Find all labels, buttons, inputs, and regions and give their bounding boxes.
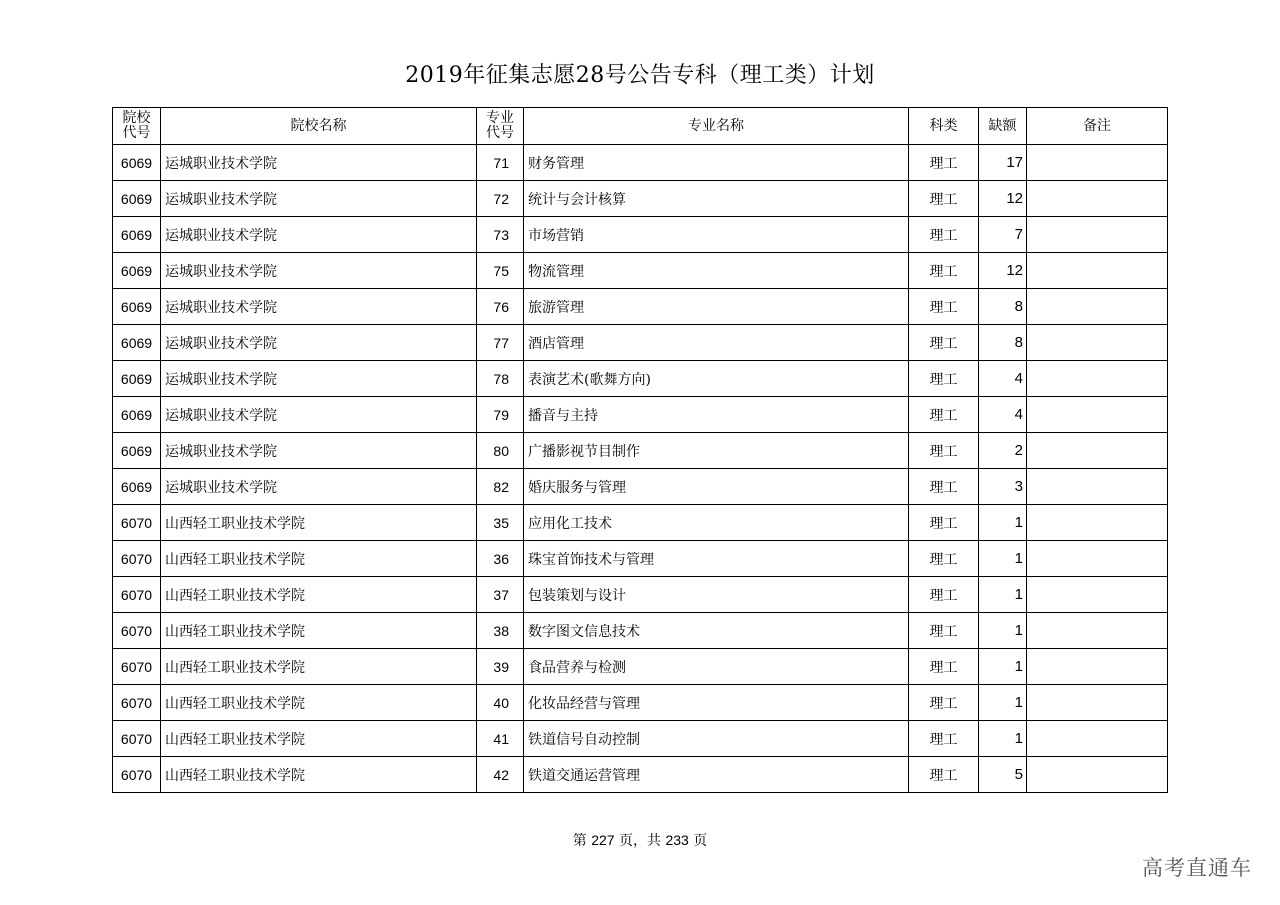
footer-middle: 页，共 <box>614 833 666 849</box>
cell-category: 理工 <box>909 505 979 541</box>
cell-major-name: 播音与主持 <box>524 397 909 433</box>
table-row <box>113 325 1168 361</box>
cell-vacancy: 7 <box>979 217 1027 253</box>
cell-vacancy: 8 <box>979 289 1027 325</box>
cell-category: 理工 <box>909 361 979 397</box>
cell-major-code: 78 <box>477 361 524 397</box>
cell-remark <box>1027 757 1168 793</box>
cell-remark <box>1027 469 1168 505</box>
cell-vacancy: 1 <box>979 613 1027 649</box>
cell-major-name: 化妆品经营与管理 <box>524 685 909 721</box>
header-major-code-line2: 代号 <box>486 125 514 141</box>
cell-school-code: 6069 <box>113 217 161 253</box>
cell-category: 理工 <box>909 577 979 613</box>
cell-vacancy: 1 <box>979 649 1027 685</box>
cell-remark <box>1027 181 1168 217</box>
table-row <box>113 217 1168 253</box>
cell-remark <box>1027 577 1168 613</box>
header-school-name: 院校名称 <box>161 108 477 145</box>
footer-prefix: 第 <box>572 833 592 849</box>
cell-remark <box>1027 685 1168 721</box>
cell-major-name: 包装策划与设计 <box>524 577 909 613</box>
cell-vacancy: 4 <box>979 361 1027 397</box>
cell-major-code: 38 <box>477 613 524 649</box>
footer-page-number: 227 <box>591 832 615 848</box>
cell-major-name: 统计与会计核算 <box>524 181 909 217</box>
header-remark: 备注 <box>1027 108 1168 145</box>
cell-school-code: 6070 <box>113 577 161 613</box>
cell-major-code: 40 <box>477 685 524 721</box>
footer-total-pages: 233 <box>665 832 689 848</box>
cell-major-code: 37 <box>477 577 524 613</box>
table-row <box>113 649 1168 685</box>
cell-remark <box>1027 397 1168 433</box>
header-school-code-line2: 代号 <box>122 125 151 141</box>
cell-school-name: 山西轻工职业技术学院 <box>161 649 477 685</box>
cell-school-code: 6070 <box>113 685 161 721</box>
cell-school-name: 运城职业技术学院 <box>161 397 477 433</box>
cell-school-code: 6069 <box>113 289 161 325</box>
cell-remark <box>1027 433 1168 469</box>
cell-category: 理工 <box>909 253 979 289</box>
cell-school-name: 运城职业技术学院 <box>161 289 477 325</box>
cell-remark <box>1027 253 1168 289</box>
cell-major-code: 82 <box>477 469 524 505</box>
cell-category: 理工 <box>909 613 979 649</box>
cell-major-name: 物流管理 <box>524 253 909 289</box>
cell-remark <box>1027 505 1168 541</box>
cell-major-name: 婚庆服务与管理 <box>524 469 909 505</box>
cell-school-name: 运城职业技术学院 <box>161 145 477 181</box>
cell-vacancy: 1 <box>979 541 1027 577</box>
table-row <box>113 253 1168 289</box>
cell-vacancy: 17 <box>979 145 1027 181</box>
cell-major-name: 食品营养与检测 <box>524 649 909 685</box>
cell-major-code: 71 <box>477 145 524 181</box>
cell-school-name: 山西轻工职业技术学院 <box>161 685 477 721</box>
cell-school-name: 山西轻工职业技术学院 <box>161 541 477 577</box>
cell-vacancy: 2 <box>979 433 1027 469</box>
cell-major-name: 铁道交通运营管理 <box>524 757 909 793</box>
cell-remark <box>1027 289 1168 325</box>
header-major-name: 专业名称 <box>524 108 909 145</box>
cell-category: 理工 <box>909 757 979 793</box>
cell-remark <box>1027 145 1168 181</box>
cell-remark <box>1027 613 1168 649</box>
cell-remark <box>1027 649 1168 685</box>
cell-major-code: 72 <box>477 181 524 217</box>
cell-vacancy: 1 <box>979 505 1027 541</box>
table-row <box>113 505 1168 541</box>
header-vacancy: 缺额 <box>979 108 1027 145</box>
header-major-code-line1: 专业 <box>486 110 514 126</box>
table-row <box>113 469 1168 505</box>
cell-major-code: 77 <box>477 325 524 361</box>
cell-remark <box>1027 325 1168 361</box>
cell-vacancy: 12 <box>979 253 1027 289</box>
cell-school-code: 6069 <box>113 145 161 181</box>
cell-major-name: 旅游管理 <box>524 289 909 325</box>
cell-major-code: 76 <box>477 289 524 325</box>
cell-school-name: 山西轻工职业技术学院 <box>161 577 477 613</box>
cell-school-code: 6070 <box>113 721 161 757</box>
cell-major-code: 39 <box>477 649 524 685</box>
cell-major-name: 财务管理 <box>524 145 909 181</box>
page-title: 2019年征集志愿28号公告专科（理工类）计划 <box>405 63 875 88</box>
cell-major-code: 35 <box>477 505 524 541</box>
cell-vacancy: 3 <box>979 469 1027 505</box>
header-major-code <box>477 108 524 145</box>
cell-major-name: 广播影视节目制作 <box>524 433 909 469</box>
cell-category: 理工 <box>909 541 979 577</box>
cell-school-name: 运城职业技术学院 <box>161 253 477 289</box>
table-row <box>113 577 1168 613</box>
header-category: 科类 <box>909 108 979 145</box>
cell-school-code: 6070 <box>113 541 161 577</box>
cell-school-code: 6069 <box>113 433 161 469</box>
plan-table <box>112 107 1168 793</box>
cell-major-code: 36 <box>477 541 524 577</box>
cell-major-code: 41 <box>477 721 524 757</box>
cell-category: 理工 <box>909 397 979 433</box>
table-row <box>113 541 1168 577</box>
cell-major-code: 42 <box>477 757 524 793</box>
cell-vacancy: 8 <box>979 325 1027 361</box>
cell-school-code: 6069 <box>113 397 161 433</box>
table-row <box>113 361 1168 397</box>
cell-school-code: 6070 <box>113 649 161 685</box>
table-row <box>113 685 1168 721</box>
cell-school-name: 运城职业技术学院 <box>161 469 477 505</box>
page-footer <box>0 830 1280 850</box>
cell-remark <box>1027 217 1168 253</box>
cell-school-name: 山西轻工职业技术学院 <box>161 721 477 757</box>
cell-major-name: 铁道信号自动控制 <box>524 721 909 757</box>
table-row <box>113 613 1168 649</box>
cell-school-code: 6069 <box>113 469 161 505</box>
table-row <box>113 433 1168 469</box>
cell-category: 理工 <box>909 649 979 685</box>
cell-school-name: 山西轻工职业技术学院 <box>161 757 477 793</box>
cell-major-code: 73 <box>477 217 524 253</box>
cell-major-name: 表演艺术(歌舞方向) <box>524 361 909 397</box>
cell-vacancy: 4 <box>979 397 1027 433</box>
cell-school-code: 6069 <box>113 253 161 289</box>
cell-school-name: 山西轻工职业技术学院 <box>161 505 477 541</box>
cell-category: 理工 <box>909 181 979 217</box>
cell-major-name: 应用化工技术 <box>524 505 909 541</box>
table-row <box>113 289 1168 325</box>
cell-school-name: 运城职业技术学院 <box>161 181 477 217</box>
cell-category: 理工 <box>909 289 979 325</box>
cell-major-name: 数字图文信息技术 <box>524 613 909 649</box>
cell-school-code: 6070 <box>113 613 161 649</box>
cell-school-name: 山西轻工职业技术学院 <box>161 613 477 649</box>
cell-remark <box>1027 541 1168 577</box>
watermark: 高考直通车 <box>1142 856 1252 880</box>
cell-major-name: 市场营销 <box>524 217 909 253</box>
cell-vacancy: 12 <box>979 181 1027 217</box>
cell-school-name: 运城职业技术学院 <box>161 433 477 469</box>
table-row <box>113 757 1168 793</box>
header-school-code <box>113 108 161 145</box>
cell-category: 理工 <box>909 433 979 469</box>
cell-vacancy: 5 <box>979 757 1027 793</box>
cell-vacancy: 1 <box>979 577 1027 613</box>
cell-school-name: 运城职业技术学院 <box>161 217 477 253</box>
cell-school-code: 6069 <box>113 181 161 217</box>
cell-category: 理工 <box>909 145 979 181</box>
header-school-code-line1: 院校 <box>122 110 151 126</box>
cell-major-code: 79 <box>477 397 524 433</box>
cell-major-name: 酒店管理 <box>524 325 909 361</box>
cell-vacancy: 1 <box>979 721 1027 757</box>
footer-suffix: 页 <box>688 833 708 849</box>
table-row <box>113 397 1168 433</box>
cell-category: 理工 <box>909 217 979 253</box>
cell-major-code: 75 <box>477 253 524 289</box>
header-row <box>113 108 1168 145</box>
cell-category: 理工 <box>909 721 979 757</box>
cell-major-code: 80 <box>477 433 524 469</box>
cell-school-code: 6070 <box>113 505 161 541</box>
cell-school-code: 6069 <box>113 361 161 397</box>
table-row <box>113 181 1168 217</box>
cell-vacancy: 1 <box>979 685 1027 721</box>
table-row <box>113 145 1168 181</box>
cell-remark <box>1027 721 1168 757</box>
table-row <box>113 721 1168 757</box>
cell-remark <box>1027 361 1168 397</box>
cell-school-name: 运城职业技术学院 <box>161 361 477 397</box>
cell-school-code: 6070 <box>113 757 161 793</box>
cell-major-name: 珠宝首饰技术与管理 <box>524 541 909 577</box>
cell-category: 理工 <box>909 685 979 721</box>
cell-category: 理工 <box>909 469 979 505</box>
cell-school-name: 运城职业技术学院 <box>161 325 477 361</box>
cell-school-code: 6069 <box>113 325 161 361</box>
cell-category: 理工 <box>909 325 979 361</box>
